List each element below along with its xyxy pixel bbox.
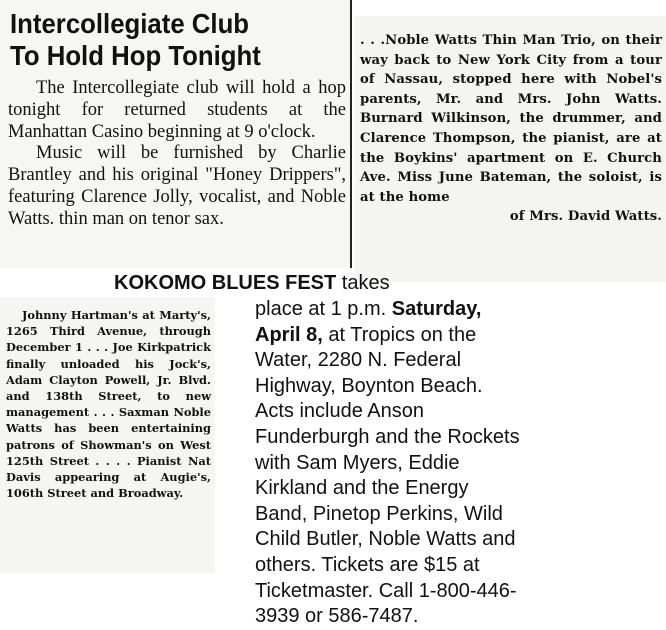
clipping-body <box>6 307 211 501</box>
kokomo-headline <box>114 271 390 295</box>
text-line: Funderburgh and the Rockets <box>255 425 520 448</box>
event-name: KOKOMO BLUES FEST <box>114 272 337 294</box>
article-text: Johnny Hartman's at Marty's, 1265 Third Avenue, through December 1 . . . Joe Kirkpatrick finally unloaded his Jock's, Adam Clayton Powell, Jr. Blvd. and 138th Street, to new management . . . Saxman Noble Watts has been entertaining patrons of Showman's on West 125th Street . . . . Pianist Nat Davis appearing at Augie's, 106th Street and Broadway. <box>6 308 211 501</box>
text-line: Kirkland and the Energy <box>255 477 469 500</box>
text-run: at Tropics on the <box>322 323 477 346</box>
text-run-bold: Saturday, <box>391 298 482 320</box>
text-line: Child Butler, Noble Watts and <box>255 528 516 551</box>
clipping-body <box>360 31 662 227</box>
article-text-ending: of Mrs. David Watts. <box>509 209 662 225</box>
article-text: . . .Noble Watts Thin Man Trio, on their way back to New York City from a tour of Nassau, stopped here with Nobel's parents, Mr. and Mrs. John Watts. Burnard Wilkinson, the drummer, and Clarence Thompson, the pianist, are at the Boykins' apartment on E. Church Ave. Miss June Bateman, the soloist, is at the home <box>360 33 662 205</box>
clipping-body <box>8 78 346 231</box>
text-line: Highway, Boynton Beach. <box>255 374 483 397</box>
text-run-bold: April 8, <box>255 323 323 346</box>
headline-continuation: takes <box>336 272 390 294</box>
text-line: Acts include Anson <box>255 400 424 423</box>
text-run: place at 1 p.m. <box>255 298 392 320</box>
headline-line-1: Intercollegiate Club <box>10 8 250 39</box>
article-paragraph: Music will be furnished by Charlie Brantley and his original "Honey Drippers", featuring Clarence Jolly, vocalist, and Noble Watts. thin man on tenor sax. <box>8 143 346 229</box>
noble-watts-trio-clipping <box>355 16 666 282</box>
intercollegiate-clipping <box>0 0 352 268</box>
text-line: others. Tickets are $15 at <box>255 553 480 576</box>
headline-line-2: To Hold Hop Tonight <box>10 40 261 71</box>
text-line: Ticketmaster. Call 1-800-446- <box>255 579 517 602</box>
column-rule <box>350 0 352 268</box>
text-line <box>255 323 555 349</box>
text-line: 3939 or 586-7487. <box>255 605 419 628</box>
clipping-headline <box>10 8 325 72</box>
text-line: Water, 2280 N. Federal <box>255 349 462 372</box>
text-line <box>255 297 555 323</box>
text-line: with Sam Myers, Eddie <box>255 451 460 474</box>
article-paragraph: The Intercollegiate club will hold a hop tonight for returned students at the Manhattan Casino beginning at 9 o'clock. <box>8 78 346 142</box>
hartman-clipping <box>0 297 215 573</box>
text-line: Band, Pinetop Perkins, Wild <box>255 502 503 525</box>
kokomo-clipping-body <box>255 297 555 630</box>
